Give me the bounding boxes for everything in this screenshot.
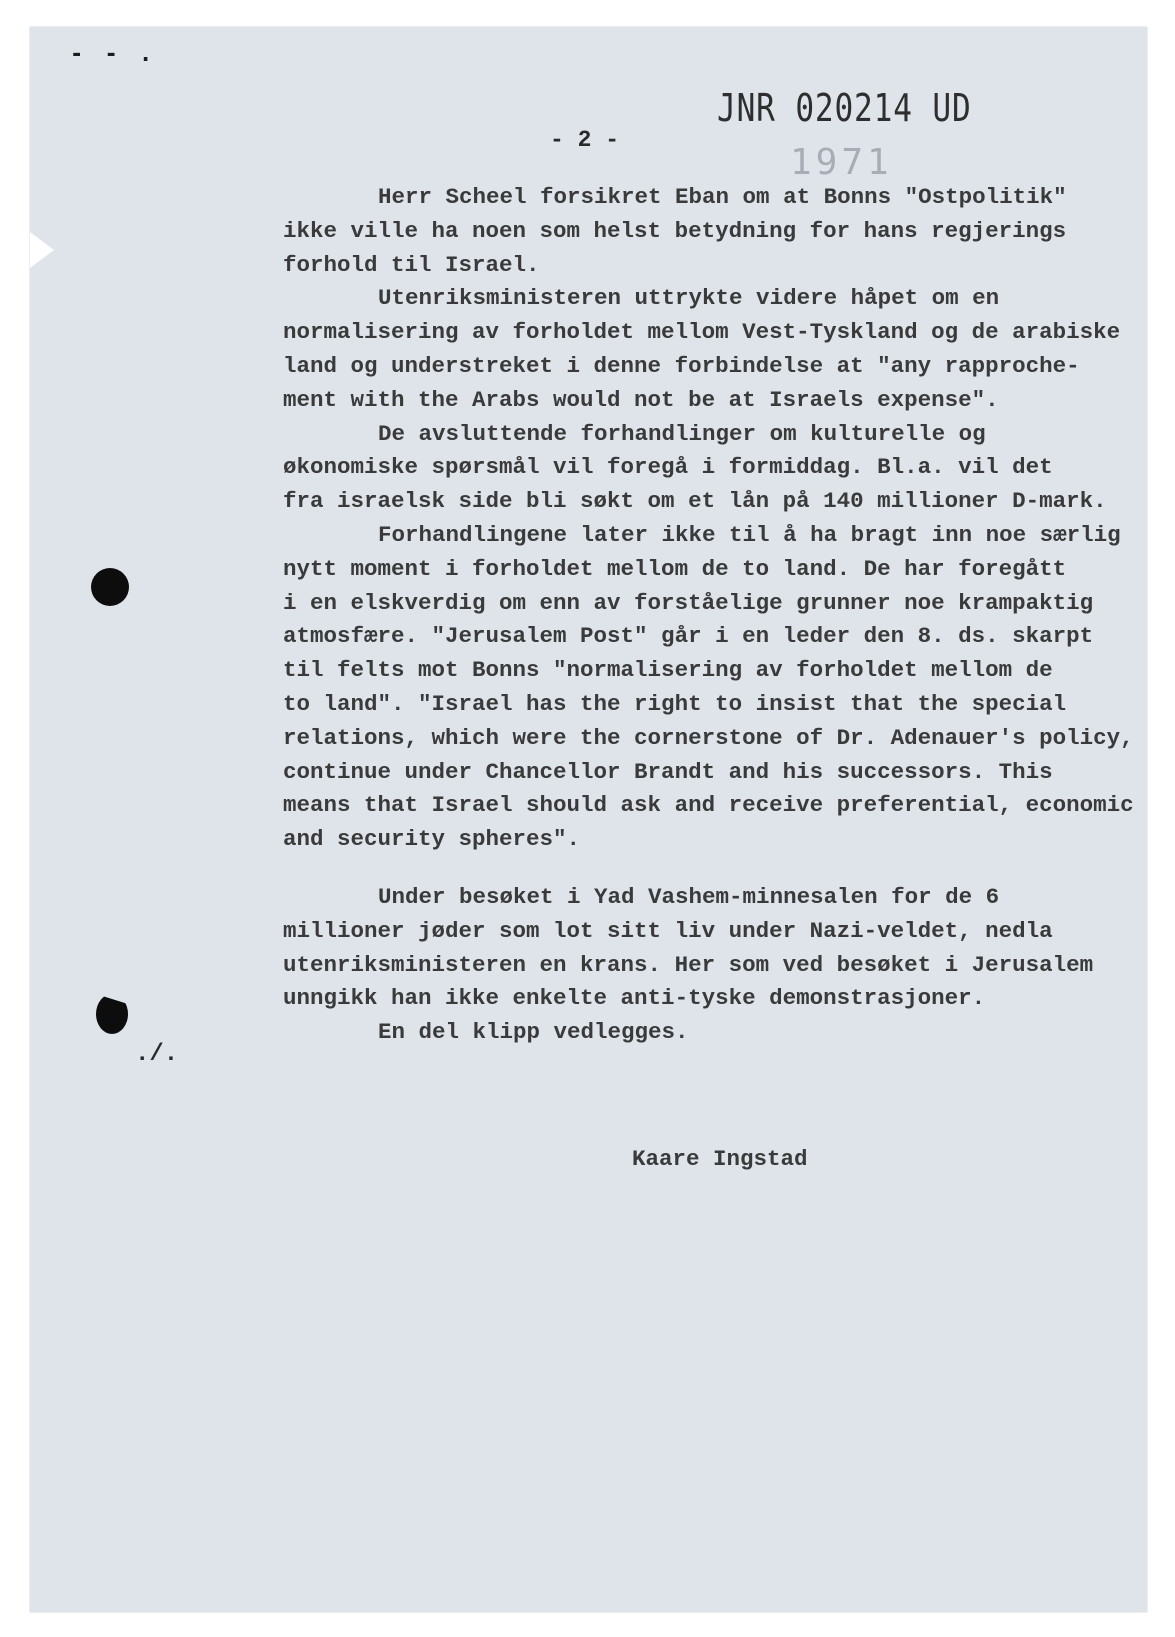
letter-body: [283, 181, 1143, 1050]
page-number: - 2 -: [550, 127, 620, 153]
torn-edge: [30, 232, 54, 268]
paragraph: De avsluttende forhandlinger om kulturelle og økonomiske spørsmål vil foregå i formiddag. Bl.a. vil det fra israelsk side bli søkt om et lån på 140 millioner D-mark.: [283, 420, 1107, 515]
paragraph: Under besøket i Yad Vashem-minnesalen for de 6 millioner jøder som lot sitt liv under Nazi-veldet, nedla utenriksministeren en krans. Her som ved besøket i Jerusalem unngikk han ikke enkelte anti-tyske demonstrasjoner.: [283, 883, 1094, 1012]
stamp-year: 1971: [790, 142, 893, 183]
paragraph: Herr Scheel forsikret Eban om at Bonns "Ostpolitik" ikke ville ha noen som helst betydning for hans regjerings forhold til Israel.: [283, 184, 1067, 278]
paragraph: Forhandlingene later ikke til å ha bragt inn noe særlig nytt moment i forholdet mellom de to land. De har foregått i en elskverdig om enn av forståelige grunner noe krampaktig atmosfære. "Jerusalem Post" går i en leder den 8. ds. skarpt til felts mot Bonns "normalisering av forholdet mellom de to land". "Israel has the right to insist that the special relations, which were the cornerstone of Dr. Adenauer's policy, continue under Chancellor Brandt and his successors. This means that Israel should ask and receive preferential, economic and security spheres".: [283, 521, 1134, 853]
signature: Kaare Ingstad: [632, 1146, 808, 1172]
punch-hole-icon: [91, 568, 129, 606]
enclosure-mark: ./.: [135, 1041, 179, 1068]
top-marks: - - .: [70, 42, 157, 67]
paragraph: En del klipp vedlegges.: [378, 1019, 689, 1046]
paragraph: Utenriksministeren uttrykte videre håpet om en normalisering av forholdet mellom Vest-Tyskland og de arabiske land og understreket i denne forbindelse at "any rapproche- ment with the Arabs would not be at Israels expense".: [283, 285, 1121, 413]
journal-stamp: JNR 020214 UD: [717, 86, 972, 130]
